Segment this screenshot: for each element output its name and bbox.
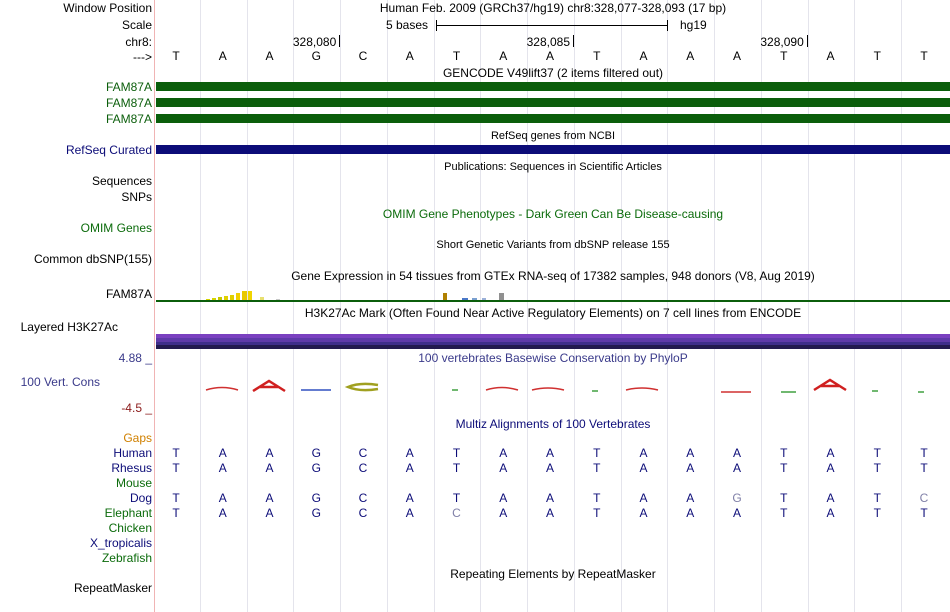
h3k27ac-track-label[interactable]: Layered H3K27Ac xyxy=(20,320,118,334)
species-label-x-tropicalis[interactable]: X_tropicalis xyxy=(89,536,152,550)
reference-base: C xyxy=(358,49,368,63)
alignment-base: A xyxy=(499,446,508,460)
species-label-mouse[interactable]: Mouse xyxy=(115,476,152,490)
gencode-item-label-3[interactable]: FAM87A xyxy=(105,112,152,126)
reference-base: A xyxy=(499,49,508,63)
alignment-base: T xyxy=(172,506,180,520)
gtex-track-title[interactable]: Gene Expression in 54 tissues from GTEx RNA-seq of 17382 samples, 948 donors (V8, Aug 2019) xyxy=(291,269,815,283)
phylop-track-label[interactable]: 100 Vert. Cons xyxy=(20,375,100,389)
alignment-base: T xyxy=(873,461,881,475)
refseq-track-title[interactable]: RefSeq genes from NCBI xyxy=(490,130,616,142)
reference-base: T xyxy=(452,49,461,63)
alignment-base: A xyxy=(265,446,274,460)
alignment-base: C xyxy=(358,446,368,460)
gencode-feature-2[interactable] xyxy=(156,98,950,107)
ruler-tick xyxy=(807,35,808,47)
alignment-base: T xyxy=(780,506,788,520)
reference-base: A xyxy=(686,49,695,63)
alignment-base: T xyxy=(172,461,180,475)
alignment-base: A xyxy=(639,506,648,520)
alignment-base: A xyxy=(499,491,508,505)
alignment-base: T xyxy=(172,446,180,460)
publications-sequences-label[interactable]: Sequences xyxy=(91,174,152,188)
species-label-dog[interactable]: Dog xyxy=(129,491,152,505)
reference-base: G xyxy=(311,49,321,63)
reference-base: A xyxy=(826,49,835,63)
alignment-base: T xyxy=(593,491,601,505)
reference-base: A xyxy=(218,49,227,63)
alignment-base: A xyxy=(732,446,741,460)
alignment-base: A xyxy=(265,461,274,475)
alignment-base: C xyxy=(919,491,929,505)
alignment-base: A xyxy=(265,506,274,520)
alignment-base: A xyxy=(545,446,554,460)
reference-base: T xyxy=(920,49,928,63)
ruler-tick xyxy=(573,35,574,47)
gencode-feature-3[interactable] xyxy=(156,114,950,123)
alignment-base: T xyxy=(452,491,461,505)
scale-label: Scale xyxy=(121,18,152,32)
h3k27ac-track-title[interactable]: H3K27Ac Mark (Often Found Near Active Regulatory Elements) on 7 cell lines from ENCODE xyxy=(304,306,802,320)
ruler-coordinate-label: 328,080 xyxy=(292,35,337,49)
publications-track-title[interactable]: Publications: Sequences in Scientific Articles xyxy=(444,161,662,173)
alignment-base: T xyxy=(452,461,461,475)
alignment-base: T xyxy=(593,446,601,460)
ruler-coordinate-label: 328,085 xyxy=(526,35,570,49)
alignment-base: A xyxy=(732,461,741,475)
reference-base: A xyxy=(545,49,554,63)
alignment-base: T xyxy=(920,446,928,460)
alignment-base: A xyxy=(826,461,835,475)
reference-base: A xyxy=(405,49,414,63)
multiz-track-title[interactable]: Multiz Alignments of 100 Vertebrates xyxy=(455,417,651,431)
alignment-base: T xyxy=(920,461,928,475)
alignment-base: A xyxy=(545,506,554,520)
alignment-base: T xyxy=(593,461,601,475)
alignment-base: A xyxy=(218,461,227,475)
phylop-track-title[interactable]: 100 vertebrates Basewise Conservation by PhyloP xyxy=(418,351,688,365)
alignment-base: G xyxy=(732,491,742,505)
alignment-base: A xyxy=(405,446,414,460)
label-column-separator xyxy=(154,0,155,612)
dbsnp-track-title[interactable]: Short Genetic Variants from dbSNP release 155 xyxy=(436,239,670,251)
ruler-tick xyxy=(339,35,340,47)
alignment-base: A xyxy=(686,506,695,520)
alignment-base: A xyxy=(405,461,414,475)
alignment-base: A xyxy=(686,491,695,505)
reference-base: T xyxy=(172,49,180,63)
omim-track-title[interactable]: OMIM Gene Phenotypes - Dark Green Can Be Disease-causing xyxy=(382,207,724,221)
alignment-base: G xyxy=(311,446,321,460)
species-label-elephant[interactable]: Elephant xyxy=(104,506,152,520)
alignment-base: C xyxy=(452,506,461,520)
phylop-max-label: 4.88 _ xyxy=(118,351,152,365)
alignment-base: T xyxy=(780,446,788,460)
refseq-feature[interactable] xyxy=(156,145,950,154)
window-position-value: Human Feb. 2009 (GRCh37/hg19) chr8:328,077-328,093 (17 bp) xyxy=(379,1,727,15)
repeatmasker-track-title[interactable]: Repeating Elements by RepeatMasker xyxy=(450,567,656,581)
alignment-base: A xyxy=(265,491,274,505)
reference-base: T xyxy=(593,49,601,63)
gtex-track-label[interactable]: FAM87A xyxy=(105,287,152,301)
reference-base: A xyxy=(265,49,274,63)
alignment-base: T xyxy=(873,506,881,520)
species-label-rhesus[interactable]: Rhesus xyxy=(111,461,152,475)
dbsnp-track-label[interactable]: Common dbSNP(155) xyxy=(33,252,152,266)
alignment-base: T xyxy=(452,446,461,460)
alignment-base: A xyxy=(732,506,741,520)
alignment-base: T xyxy=(873,446,881,460)
ruler-coordinate-label: 328,090 xyxy=(760,35,804,49)
alignment-base: A xyxy=(218,491,227,505)
reference-base: T xyxy=(873,49,881,63)
phylop-conservation-plot[interactable] xyxy=(156,376,950,396)
scale-value: 5 bases xyxy=(386,18,429,32)
alignment-base: T xyxy=(172,491,180,505)
alignment-base: A xyxy=(639,446,648,460)
chrom-label: chr8: xyxy=(125,35,152,49)
window-position-label: Window Position xyxy=(63,1,152,15)
scale-assembly: hg19 xyxy=(680,18,707,32)
publications-snps-label[interactable]: SNPs xyxy=(121,190,152,204)
alignment-base: A xyxy=(405,491,414,505)
alignment-base: A xyxy=(639,461,648,475)
alignment-base: A xyxy=(826,506,835,520)
gencode-item-label-2[interactable]: FAM87A xyxy=(105,96,152,110)
strand-label: ---> xyxy=(133,50,152,64)
alignment-base: A xyxy=(826,446,835,460)
alignment-base: G xyxy=(311,461,321,475)
alignment-base: A xyxy=(686,446,695,460)
reference-base: A xyxy=(732,49,741,63)
gencode-feature-1[interactable] xyxy=(156,82,950,91)
alignment-base: G xyxy=(311,491,321,505)
phylop-min-label: -4.5 _ xyxy=(121,401,152,415)
scale-bar xyxy=(436,18,668,32)
alignment-base: A xyxy=(686,461,695,475)
gtex-expression-bars[interactable] xyxy=(156,284,950,302)
alignment-base: A xyxy=(499,506,508,520)
species-label-human[interactable]: Human xyxy=(113,446,152,460)
alignment-base: T xyxy=(920,506,928,520)
species-label-chicken[interactable]: Chicken xyxy=(108,521,152,535)
gencode-item-label-1[interactable]: FAM87A xyxy=(105,80,152,94)
alignment-base: C xyxy=(358,506,368,520)
alignment-base: T xyxy=(873,491,881,505)
alignment-base: A xyxy=(218,506,227,520)
alignment-base: A xyxy=(545,491,554,505)
multiz-gaps-label[interactable]: Gaps xyxy=(123,431,152,445)
refseq-track-label[interactable]: RefSeq Curated xyxy=(65,143,152,157)
alignment-base: A xyxy=(639,491,648,505)
alignment-base: G xyxy=(311,506,321,520)
alignment-base: A xyxy=(499,461,508,475)
alignment-base: A xyxy=(826,491,835,505)
species-label-zebrafish[interactable]: Zebrafish xyxy=(101,551,152,565)
alignment-base: A xyxy=(218,446,227,460)
alignment-base: T xyxy=(780,491,788,505)
track-image-area[interactable] xyxy=(156,0,950,612)
reference-base: T xyxy=(780,49,788,63)
alignment-base: A xyxy=(545,461,554,475)
omim-track-label[interactable]: OMIM Genes xyxy=(80,221,152,235)
alignment-base: T xyxy=(593,506,601,520)
alignment-base: C xyxy=(358,461,368,475)
alignment-base: A xyxy=(405,506,414,520)
reference-base: A xyxy=(639,49,648,63)
h3k27ac-layer-4[interactable] xyxy=(156,345,950,349)
gencode-track-title[interactable]: GENCODE V49lift37 (2 items filtered out) xyxy=(442,66,664,80)
alignment-base: C xyxy=(358,491,368,505)
repeatmasker-track-label[interactable]: RepeatMasker xyxy=(73,581,152,595)
alignment-base: T xyxy=(780,461,788,475)
